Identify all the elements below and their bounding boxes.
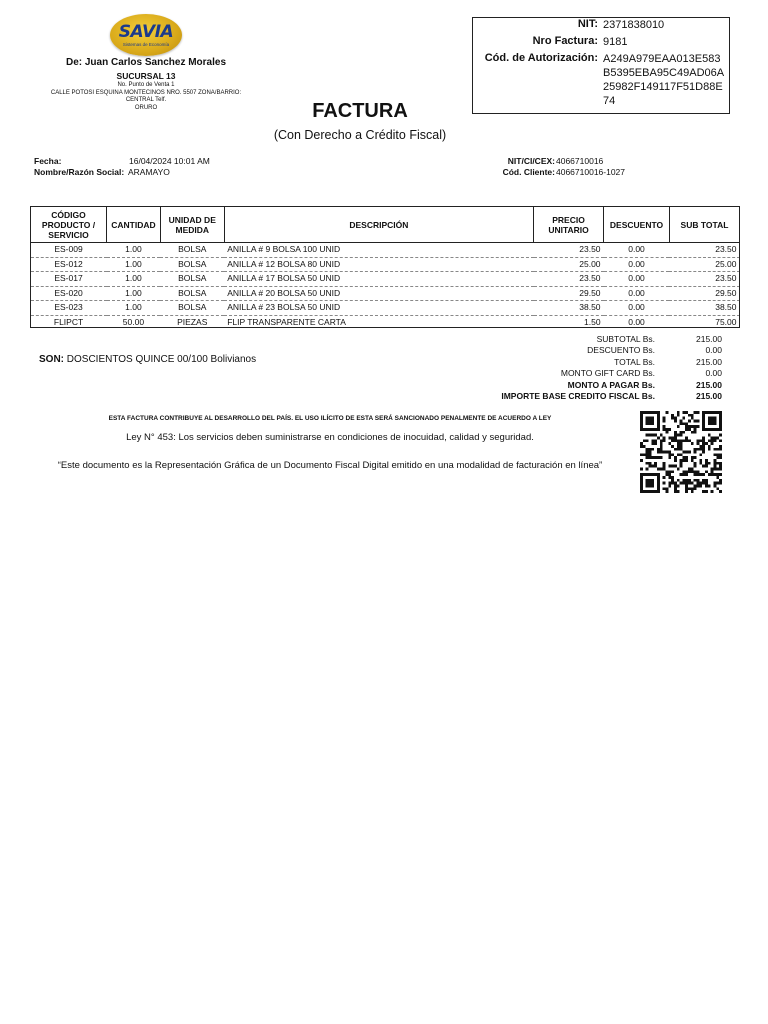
cell-unit: BOLSA xyxy=(160,286,224,301)
issuer-address xyxy=(20,90,272,104)
amount-words-text: DOSCIENTOS QUINCE 00/100 Bolivianos xyxy=(66,354,257,365)
cell-subtotal: 29.50 xyxy=(669,286,739,301)
table-row xyxy=(31,243,740,258)
issuer-address-line2: CENTRAL Telf. xyxy=(125,97,167,103)
cell-discount: 0.00 xyxy=(604,257,670,272)
nit-value: 2371838010 xyxy=(603,19,665,31)
cell-description: ANILLA # 17 BOLSA 50 UNID xyxy=(224,272,533,287)
col-header-quantity: CANTIDAD xyxy=(107,207,161,243)
invoice-number-label: Nro Factura: xyxy=(532,35,598,47)
page-subtitle: (Con Derecho a Crédito Fiscal) xyxy=(273,128,447,142)
cell-unit: BOLSA xyxy=(160,257,224,272)
table-row xyxy=(31,301,740,316)
cell-unit-price: 25.00 xyxy=(534,257,604,272)
client-nit-value: 4066710016 xyxy=(556,156,604,166)
cell-quantity: 1.00 xyxy=(107,257,161,272)
digital-document-notice: “Este documento es la Representación Gráfica de un Documento Fiscal Digital emitido en una modalidad de facturación en línea” xyxy=(57,460,603,471)
legal-notice: ESTA FACTURA CONTRIBUYE AL DESARROLLO DEL PAÍS. EL USO ILÍCITO DE ESTA SERÁ SANCIONADO PENALMENTE DE ACUERDO A LEY xyxy=(108,415,552,422)
client-nit-label: NIT/CI/CEX: xyxy=(507,156,555,166)
col-header-description: DESCRIPCIÓN xyxy=(224,207,533,243)
client-code-value: 4066710016-1027 xyxy=(556,167,626,177)
cell-description: ANILLA # 23 BOLSA 50 UNID xyxy=(224,301,533,316)
cell-quantity: 50.00 xyxy=(122,316,145,327)
page-title: FACTURA xyxy=(312,100,408,122)
authorization-line: 25982F149117F51D88E xyxy=(603,81,723,93)
cell-quantity: 1.00 xyxy=(107,243,161,258)
issuer-address-line1: CALLE POTOSI ESQUINA MONTECINOS NRO. 5507 ZONA/BARRIO: xyxy=(50,90,242,96)
amount-words-label: SON: xyxy=(39,354,64,365)
col-header-discount: DESCUENTO xyxy=(604,207,670,243)
client-code-label: Cód. Cliente: xyxy=(502,167,555,177)
cell-quantity: 1.00 xyxy=(107,286,161,301)
cell-unit-price: 23.50 xyxy=(534,243,604,258)
cell-unit-price: 1.50 xyxy=(584,316,601,327)
cell-code: ES-012 xyxy=(31,257,107,272)
cell-subtotal: 23.50 xyxy=(669,272,739,287)
authorization-line: B5395EBA95C49AD06A xyxy=(603,67,725,79)
cell-unit-price: 29.50 xyxy=(534,286,604,301)
subtotal-value: 215.00 xyxy=(696,334,722,344)
cell-discount: 0.00 xyxy=(628,316,645,327)
cell-code: ES-009 xyxy=(31,243,107,258)
col-header-subtotal: SUB TOTAL xyxy=(669,207,739,243)
amount-in-words xyxy=(39,354,256,365)
cell-code: ES-023 xyxy=(31,301,107,316)
authorization-label: Cód. de Autorización: xyxy=(484,52,598,64)
issuer-name: De: Juan Carlos Sanchez Morales xyxy=(65,57,227,68)
nit-label: NIT: xyxy=(577,18,598,30)
col-header-unit: UNIDAD DE MEDIDA xyxy=(160,207,224,243)
cell-description: FLIP TRANSPARENTE CARTA xyxy=(227,316,346,327)
date-label: Fecha: xyxy=(34,156,62,166)
cell-subtotal: 38.50 xyxy=(669,301,739,316)
authorization-line: A249A979EAA013E583 xyxy=(603,53,721,65)
logo-tagline: Sistemas de Economía xyxy=(122,42,170,47)
cell-code: FLIPCT xyxy=(53,316,84,327)
table-row xyxy=(31,315,740,329)
cell-discount: 0.00 xyxy=(604,243,670,258)
discount-value: 0.00 xyxy=(705,345,722,355)
cell-unit: BOLSA xyxy=(160,272,224,287)
col-header-code: CÓDIGO PRODUCTO / SERVICIO xyxy=(31,207,107,243)
total-label: TOTAL Bs. xyxy=(614,357,655,367)
amount-to-pay-value: 215.00 xyxy=(696,380,722,390)
issuer-city: ORURO xyxy=(134,105,158,111)
cell-quantity: 1.00 xyxy=(107,301,161,316)
fiscal-info-box xyxy=(472,17,730,114)
gift-card-value: 0.00 xyxy=(705,368,722,378)
cell-description: ANILLA # 20 BOLSA 50 UNID xyxy=(224,286,533,301)
cell-unit-price: 23.50 xyxy=(534,272,604,287)
issuer-branch: SUCURSAL 13 xyxy=(116,71,176,81)
table-row xyxy=(31,257,740,272)
cell-unit: BOLSA xyxy=(160,301,224,316)
law-notice: Ley N° 453: Los servicios deben suministrarse en condiciones de inocuidad, calidad y seguridad. xyxy=(126,432,534,443)
items-table xyxy=(30,206,740,329)
authorization-code xyxy=(603,52,724,108)
cell-unit-price: 38.50 xyxy=(534,301,604,316)
cell-quantity: 1.00 xyxy=(107,272,161,287)
cell-discount: 0.00 xyxy=(604,286,670,301)
cell-description: ANILLA # 12 BOLSA 80 UNID xyxy=(224,257,533,272)
invoice-number-value: 9181 xyxy=(603,36,628,48)
subtotal-label: SUBTOTAL Bs. xyxy=(596,334,655,344)
company-logo xyxy=(110,14,182,56)
gift-card-label: MONTO GIFT CARD Bs. xyxy=(560,368,655,378)
cell-discount: 0.00 xyxy=(604,272,670,287)
total-value: 215.00 xyxy=(696,357,722,367)
cell-subtotal: 75.00 xyxy=(715,316,737,327)
col-header-unit-price: PRECIO UNITARIO xyxy=(534,207,604,243)
tax-base-label: IMPORTE BASE CREDITO FISCAL Bs. xyxy=(501,391,655,401)
cell-unit: BOLSA xyxy=(160,243,224,258)
tax-base-value: 215.00 xyxy=(696,391,722,401)
issuer-pos: No. Punto de Venta 1 xyxy=(117,82,175,88)
qr-code-icon xyxy=(640,410,722,494)
cell-subtotal: 25.00 xyxy=(669,257,739,272)
cell-subtotal: 23.50 xyxy=(669,243,739,258)
logo-brand-text: SAVIA xyxy=(118,22,174,42)
cell-description: ANILLA # 9 BOLSA 100 UNID xyxy=(224,243,533,258)
client-name-label: Nombre/Razón Social: xyxy=(34,167,125,177)
cell-code: ES-017 xyxy=(31,272,107,287)
authorization-line: 74 xyxy=(603,95,616,107)
cell-discount: 0.00 xyxy=(604,301,670,316)
amount-to-pay-label: MONTO A PAGAR Bs. xyxy=(567,380,655,390)
table-row xyxy=(31,286,740,301)
cell-unit: PIEZAS xyxy=(177,316,208,327)
table-header-row xyxy=(31,207,740,243)
cell-code: ES-020 xyxy=(31,286,107,301)
table-row xyxy=(31,272,740,287)
date-value: 16/04/2024 10:01 AM xyxy=(129,156,210,166)
discount-label: DESCUENTO Bs. xyxy=(587,345,655,355)
client-name-value: ARAMAYO xyxy=(128,167,170,177)
